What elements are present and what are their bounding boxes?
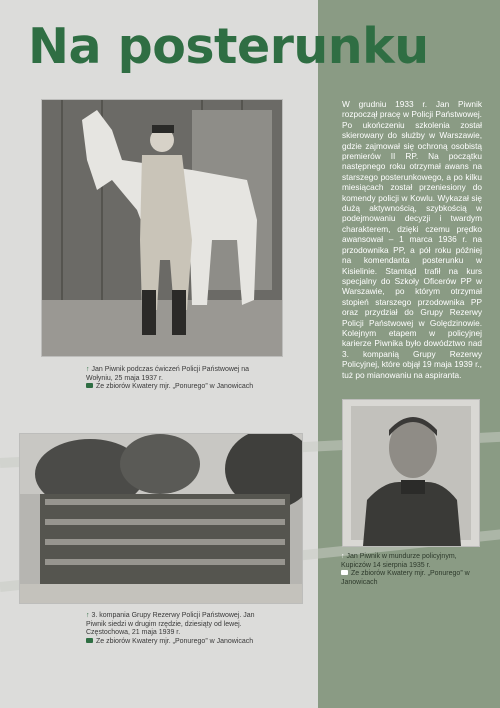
caption-photo1-source: Ze zbiorów Kwatery mjr. „Ponurego” w Janowicach bbox=[96, 383, 254, 390]
caption-photo1-text: Jan Piwnik podczas ćwiczeń Policji Państwowej na Wołyniu, 25 maja 1937 r. bbox=[86, 366, 250, 382]
caption-photo1 bbox=[86, 366, 256, 392]
photo-man-with-horse-image bbox=[42, 100, 282, 356]
photo-portrait bbox=[343, 400, 479, 546]
photo-man-with-horse bbox=[42, 100, 282, 356]
photo-company-group bbox=[20, 434, 302, 603]
caption-photo2 bbox=[86, 612, 258, 646]
arrow-up-icon: ↑ bbox=[341, 553, 345, 560]
arrow-up-icon: ↑ bbox=[86, 612, 90, 619]
page-title: Na posterunku bbox=[28, 18, 429, 75]
body-text: W grudniu 1933 r. Jan Piwnik rozpoczął pracę w Policji Państwowej. Po ukończeniu szkolenia został skierowany do służby w Warszawie, gdzie zajmował się ochroną osobistą premierów II RP. Na początku następnego roku otrzymał awans na starszego posterunkowego, a po kilku miesiącach został przeniesiony do komendy policji w Kowlu. Wykazał się dużą aktywnością, szybkością w podejmowaniu decyzji i twardym charakterem, dzięki czemu prędko awansował – 1 marca 1936 r. na przodownika PP, a pół roku później na komendanta posterunku w Kisielinie. Stamtąd trafił na kurs specjalny do Szkoły Oficerów PP w Warszawie, po którym otrzymał stopień starszego przodownika PP oraz przydział do Grupy Rezerwy Policji Państwowej w Golędzinowie. Kolejnym etapem w policyjnej karierze Piwnika było dowództwo nad 3. kompanią Grupy Rezerwy Policyjnej, które objął 19 maja 1939 r., tuż po mianowaniu na aspiranta. bbox=[342, 99, 482, 380]
caption-photo3-source: Ze zbiorów Kwatery mjr. „Ponurego” w Janowicach bbox=[341, 570, 470, 586]
camera-icon bbox=[341, 570, 348, 575]
caption-photo3-text: Jan Piwnik w mundurze policyjnym, Kupiczów 14 sierpnia 1935 r. bbox=[341, 553, 457, 569]
caption-photo3 bbox=[341, 553, 481, 587]
photo-company-group-image bbox=[20, 434, 302, 603]
camera-icon bbox=[86, 638, 93, 643]
arrow-up-icon: ↑ bbox=[86, 366, 90, 373]
photo-portrait-image bbox=[343, 400, 479, 546]
camera-icon bbox=[86, 383, 93, 388]
caption-photo2-source: Ze zbiorów Kwatery mjr. „Ponurego” w Janowicach bbox=[96, 637, 254, 645]
caption-photo2-text: 3. kompania Grupy Rezerwy Policji Państwowej. Jan Piwnik siedzi w drugim rzędzie, dziesiąty od lewej. Częstochowa, 21 maja 1939 r. bbox=[86, 612, 255, 636]
